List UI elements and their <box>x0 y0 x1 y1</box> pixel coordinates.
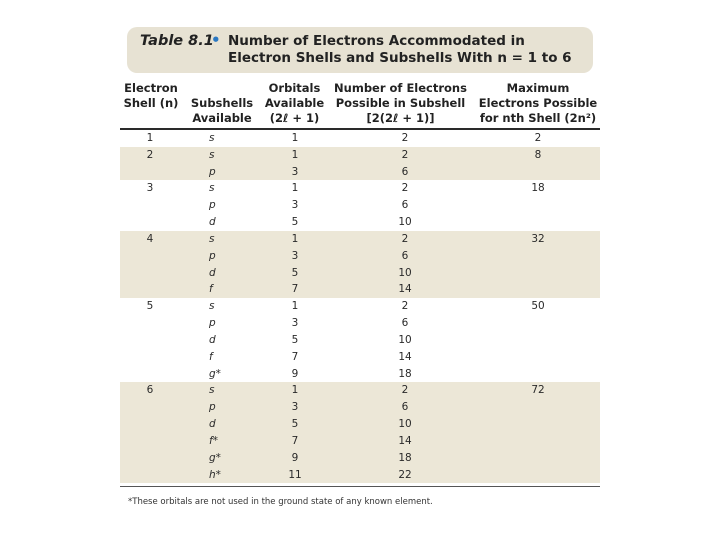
table-body <box>120 130 600 483</box>
cell-electrons: 6 <box>401 401 409 414</box>
table-row <box>120 332 600 349</box>
cell-electrons: 2 <box>401 384 409 397</box>
table-row <box>120 467 600 484</box>
table-row <box>120 214 600 231</box>
cell-electrons: 2 <box>401 300 409 313</box>
shell-group <box>120 231 600 298</box>
cell-orbitals: 1 <box>291 384 299 397</box>
table-row <box>120 147 600 164</box>
cell-electrons: 18 <box>398 451 412 464</box>
cell-subshell: s <box>209 232 215 245</box>
cell-subshell: p <box>209 165 216 178</box>
header-electron-shell: Electron Shell (n) <box>123 81 179 110</box>
cell-subshell: f* <box>209 434 218 447</box>
table-title: Number of Electrons Accommodated in Electron Shells and Subshells With n = 1 to 6 <box>228 33 572 66</box>
electron-shell-table <box>120 79 600 487</box>
cell-electrons: 10 <box>398 418 412 431</box>
cell-orbitals: 1 <box>291 132 299 144</box>
cell-subshell: g* <box>209 451 221 464</box>
cell-orbitals: 7 <box>291 434 299 447</box>
cell-orbitals: 1 <box>291 232 299 245</box>
table-bottom-rule <box>120 486 600 487</box>
cell-subshell: g* <box>209 367 221 380</box>
shell-group <box>120 298 600 382</box>
cell-subshell: h* <box>209 468 221 481</box>
table-row <box>120 399 600 416</box>
cell-orbitals: 3 <box>291 401 299 414</box>
table-row <box>120 281 600 298</box>
cell-subshell: s <box>209 148 215 161</box>
cell-subshell: s <box>209 300 215 313</box>
cell-subshell: d <box>209 333 216 346</box>
cell-max-electrons: 18 <box>531 182 545 195</box>
cell-electrons: 2 <box>401 232 409 245</box>
footnote: *These orbitals are not used in the ground state of any known element. <box>128 497 433 507</box>
cell-electrons: 14 <box>398 350 412 363</box>
cell-subshell: p <box>209 317 216 330</box>
cell-electrons: 2 <box>401 132 409 144</box>
cell-orbitals: 3 <box>291 165 299 178</box>
cell-electrons: 10 <box>398 333 412 346</box>
cell-orbitals: 9 <box>291 451 299 464</box>
table-row <box>120 366 600 383</box>
cell-electrons: 2 <box>401 182 409 195</box>
cell-electrons: 6 <box>401 317 409 330</box>
header-orbitals: Orbitals Available (2ℓ + 1) <box>264 81 325 125</box>
cell-electrons: 6 <box>401 199 409 212</box>
cell-subshell: s <box>209 182 215 195</box>
cell-subshell: s <box>209 384 215 397</box>
table-row <box>120 433 600 450</box>
shell-group <box>120 130 600 147</box>
header-subshells: Subshells Available <box>190 96 254 125</box>
cell-max-electrons: 32 <box>531 232 545 245</box>
cell-subshell: d <box>209 216 216 229</box>
table-row <box>120 315 600 332</box>
cell-electrons: 2 <box>401 148 409 161</box>
bullet-icon: • <box>211 31 221 49</box>
cell-orbitals: 1 <box>291 182 299 195</box>
table-row <box>120 130 600 147</box>
cell-electrons: 22 <box>398 468 412 481</box>
cell-orbitals: 3 <box>291 249 299 262</box>
table-row <box>120 450 600 467</box>
cell-orbitals: 5 <box>291 266 299 279</box>
header-electrons-subshell: Number of Electrons Possible in Subshell [2(2ℓ + 1)] <box>334 81 467 125</box>
table-header <box>120 79 600 130</box>
cell-orbitals: 7 <box>291 350 299 363</box>
table-row <box>120 231 600 248</box>
cell-subshell: f <box>209 283 213 296</box>
table-row <box>120 248 600 265</box>
cell-max-electrons: 50 <box>531 300 545 313</box>
shell-group <box>120 382 600 483</box>
cell-orbitals: 5 <box>291 216 299 229</box>
cell-max-electrons: 2 <box>534 132 542 144</box>
cell-subshell: p <box>209 401 216 414</box>
cell-shell-n: 3 <box>146 182 154 195</box>
cell-subshell: p <box>209 199 216 212</box>
cell-orbitals: 3 <box>291 199 299 212</box>
shell-group <box>120 147 600 181</box>
cell-max-electrons: 8 <box>534 148 542 161</box>
cell-shell-n: 4 <box>146 232 154 245</box>
cell-orbitals: 1 <box>291 148 299 161</box>
cell-subshell: p <box>209 249 216 262</box>
cell-electrons: 10 <box>398 266 412 279</box>
table-row <box>120 298 600 315</box>
cell-subshell: d <box>209 266 216 279</box>
cell-electrons: 14 <box>398 434 412 447</box>
cell-subshell: f <box>209 350 213 363</box>
table-row <box>120 416 600 433</box>
cell-shell-n: 1 <box>146 132 154 144</box>
cell-orbitals: 7 <box>291 283 299 296</box>
cell-orbitals: 3 <box>291 317 299 330</box>
cell-electrons: 6 <box>401 165 409 178</box>
table-row <box>120 197 600 214</box>
cell-orbitals: 11 <box>288 468 302 481</box>
cell-subshell: s <box>209 132 215 144</box>
cell-orbitals: 1 <box>291 300 299 313</box>
table-row <box>120 382 600 399</box>
cell-orbitals: 5 <box>291 418 299 431</box>
cell-subshell: d <box>209 418 216 431</box>
cell-shell-n: 5 <box>146 300 154 313</box>
cell-shell-n: 6 <box>146 384 154 397</box>
cell-electrons: 18 <box>398 367 412 380</box>
cell-electrons: 10 <box>398 216 412 229</box>
table-row <box>120 180 600 197</box>
table-title-bar <box>127 27 593 73</box>
cell-max-electrons: 72 <box>531 384 545 397</box>
cell-orbitals: 5 <box>291 333 299 346</box>
table-row <box>120 265 600 282</box>
table-row <box>120 349 600 366</box>
cell-electrons: 6 <box>401 249 409 262</box>
table-row <box>120 164 600 181</box>
shell-group <box>120 180 600 230</box>
cell-shell-n: 2 <box>146 148 154 161</box>
header-max-electrons: Maximum Electrons Possible for nth Shell (2n²) <box>478 81 598 125</box>
cell-electrons: 14 <box>398 283 412 296</box>
table-label: Table 8.1 <box>140 33 214 49</box>
cell-orbitals: 9 <box>291 367 299 380</box>
